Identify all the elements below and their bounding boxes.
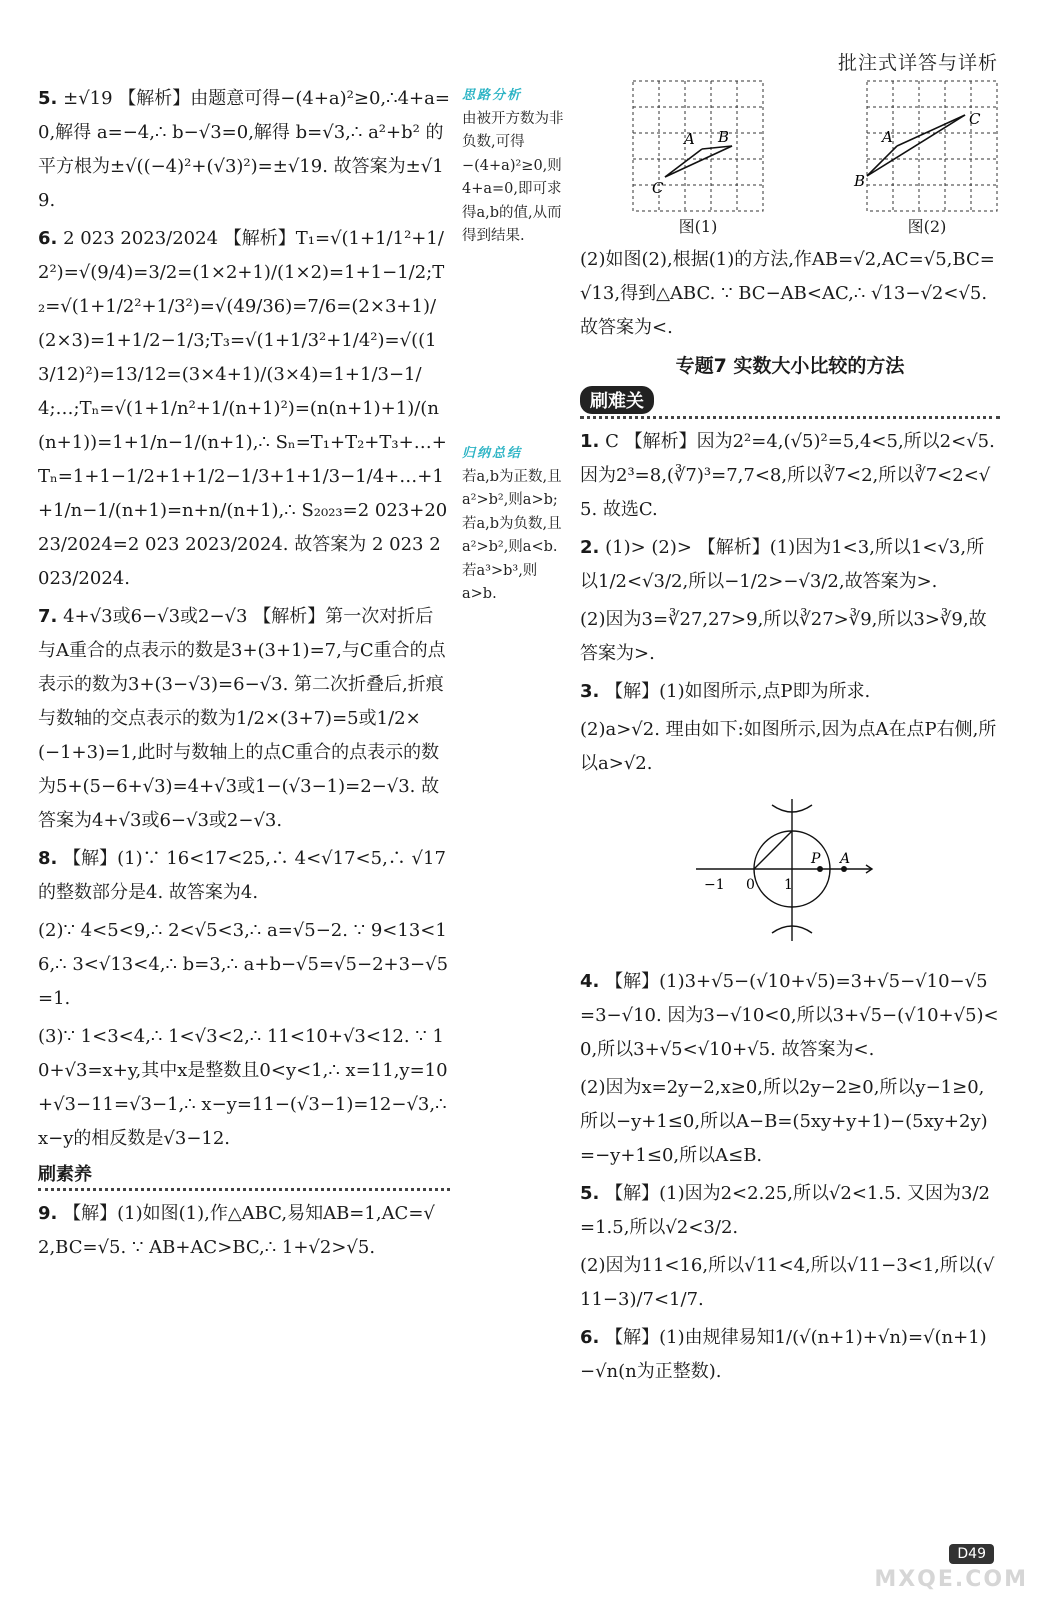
right-column <box>580 80 1000 1393</box>
answer-item-5: 5. ±√19 【解析】由题意可得−(4+a)²≥0,∴4+a=0,解得 a=−4,∴ b−√3=0,解得 b=√3,∴ a²+b² 的平方根为±√((−4)²+(√3)²)=±√19. 故答案为±√19. <box>38 88 450 211</box>
answer-r-item-2: 2. (1)> (2)> 【解析】(1)因为1<3,所以1<√3,所以1/2<√3/2,所以−1/2>−√3/2,故答案为>. <box>580 537 985 592</box>
side-note-analysis: 思路分析 由被开方数为非负数,可得−(4+a)²≥0,则4+a=0,即可求得a,b的值,从而得到结果. <box>462 88 564 244</box>
page-number: D49 <box>949 1544 994 1564</box>
axis-label-zero: 0 <box>746 877 755 893</box>
fig2-label-c: C <box>969 110 981 128</box>
fig2-label-a: A <box>882 128 893 146</box>
figure-2 <box>852 80 1002 237</box>
figure-2-caption: 图(2) <box>907 217 947 236</box>
fig2-label-b: B <box>854 172 866 190</box>
left-column <box>38 82 450 1269</box>
axis-label-p: P <box>811 851 821 867</box>
answer-r-item-2-2: (2)因为3=∛27,27>9,所以∛27>∛9,所以3>∛9,故答案为>. <box>580 609 987 664</box>
side-note-summary: 归纳总结 若a,b为正数,且a²>b²,则a>b;若a,b为负数,且a²>b²,则a<b. 若a³>b³,则a>b. <box>462 446 562 602</box>
answer-r-item-4: 4. 【解】(1)3+√5−(√10+√5)=3+√5−√10−√5=3−√10. 因为3−√10<0,所以3+√5−(√10+√5)<0,所以3+√5<√10+√5. 故答案为<. <box>580 971 999 1060</box>
answer-item-6: 6. 2 023 2023/2024 【解析】T₁=√(1+1/1²+1/2²)=√(9/4)=3/2=(1×2+1)/(1×2)=1+1−1/2;T₂=√(1+1/2²+1/3²)=√(49/36)=7/6=(2×3+1)/(2×3)=1+1/2−1/3;T₃=√(1+1/3²+1/4²)=√((13/12)²)=13/12=(3×4+1)/(3×4)=1+1/3−1/4;…;Tₙ=√(1+1/n²+1/(n+1)²)=(n(n+1)+1)/(n(n+1))=1+1/n−1/(n+1),∴ Sₙ=T₁+T₂+T₃+…+Tₙ=1+1−1/2+1+1/2−1/3+1+1/3−1/4+…+1+1/n−1/(n+1)=n+n/(n+1),∴ S₂₀₂₃=2 023+2023/2024=2 023 2023/2024. 故答案为 2 023 2023/2024. <box>38 228 448 589</box>
section-banner-suyang: 刷素养 <box>38 1160 450 1191</box>
number-line-figure <box>692 789 1000 953</box>
answer-item-8: 8. 【解】(1)∵ 16<17<25,∴ 4<√17<5,∴ √17的整数部分是4. 故答案为4. <box>38 848 446 903</box>
figure-1 <box>632 80 764 237</box>
answer-r-item-5-2: (2)因为11<16,所以√11<4,所以√11−3<1,所以(√11−3)/7<1/7. <box>580 1255 995 1310</box>
grid-figure-1 <box>632 80 764 212</box>
answer-r-item-1: 1. C 【解析】因为2²=4,(√5)²=5,4<5,所以2<√5. 因为2³=8,(∛7)³=7,7<8,所以∛7<2,所以∛7<2<√5. 故选C. <box>580 431 995 520</box>
fig1-label-a: A <box>684 130 695 148</box>
section-title: 专题7 实数大小比较的方法 <box>675 355 905 377</box>
axis-label-a: A <box>840 851 851 867</box>
section-banner-nanguan: 刷难关 <box>580 386 1000 419</box>
answer-item-9: 9. 【解】(1)如图(1),作△ABC,易知AB=1,AC=√2,BC=√5. ∵ AB+AC>BC,∴ 1+√2>√5. <box>38 1203 435 1258</box>
answer-r-item-3: 3. 【解】(1)如图所示,点P即为所求. <box>580 681 871 702</box>
answer-r-item-6: 6. 【解】(1)由规律易知1/(√(n+1)+√n)=√(n+1)−√n(n为正整数). <box>580 1327 987 1382</box>
answer-r-item-4-2: (2)因为x=2y−2,x≥0,所以2y−2≥0,所以y−1≥0,所以−y+1≤0,所以A−B=(5xy+y+1)−(5xy+2y)=−y+1≤0,所以A≤B. <box>580 1077 988 1166</box>
answer-r-item-5: 5. 【解】(1)因为2<2.25,所以√2<1.5. 又因为3/2=1.5,所以√2<3/2. <box>580 1183 990 1238</box>
grid-figures <box>632 80 1002 237</box>
answer-item-8-2: (2)∵ 4<5<9,∴ 2<√5<3,∴ a=√5−2. ∵ 9<13<16,∴ 3<√13<4,∴ b=3,∴ a+b−√5=√5−2+3−√5=1. <box>38 920 449 1009</box>
answer-item-9-2: (2)如图(2),根据(1)的方法,作AB=√2,AC=√5,BC=√13,得到△ABC. ∵ BC−AB<AC,∴ √13−√2<√5. 故答案为<. <box>580 249 995 338</box>
fig1-label-c: C <box>652 179 664 197</box>
answer-r-item-3-2: (2)a>√2. 理由如下:如图所示,因为点A在点P右侧,所以a>√2. <box>580 719 997 774</box>
grid-figure-2 <box>852 80 1002 212</box>
page-header: 批注式详答与详析 <box>837 52 998 74</box>
watermark-logo: MXQE.COM <box>874 1567 1028 1592</box>
axis-label-minus-one: −1 <box>704 877 725 893</box>
answer-item-7: 7. 4+√3或6−√3或2−√3 【解析】第一次对折后与A重合的点表示的数是3+(3+1)=7,与C重合的点表示的数为3+(3−√3)=6−√3. 第二次折叠后,折痕与数轴的交点表示的数为1/2×(3+7)=5或1/2×(−1+3)=1,此时与数轴上的点C重合的点表示的数为5+(5−6+√3)=4+√3或1−(√3−1)=2−√3. 故答案为4+√3或6−√3或2−√3. <box>38 606 446 831</box>
number-line-svg <box>692 789 882 949</box>
axis-label-one: 1 <box>784 877 793 893</box>
figure-1-caption: 图(1) <box>678 217 718 236</box>
answer-item-8-3: (3)∵ 1<3<4,∴ 1<√3<2,∴ 11<10+√3<12. ∵ 10+√3=x+y,其中x是整数且0<y<1,∴ x=11,y=10+√3−11=√3−1,∴ x−y=11−(√3−1)=12−√3,∴ x−y的相反数是√3−12. <box>38 1026 448 1149</box>
fig1-label-b: B <box>718 128 730 146</box>
